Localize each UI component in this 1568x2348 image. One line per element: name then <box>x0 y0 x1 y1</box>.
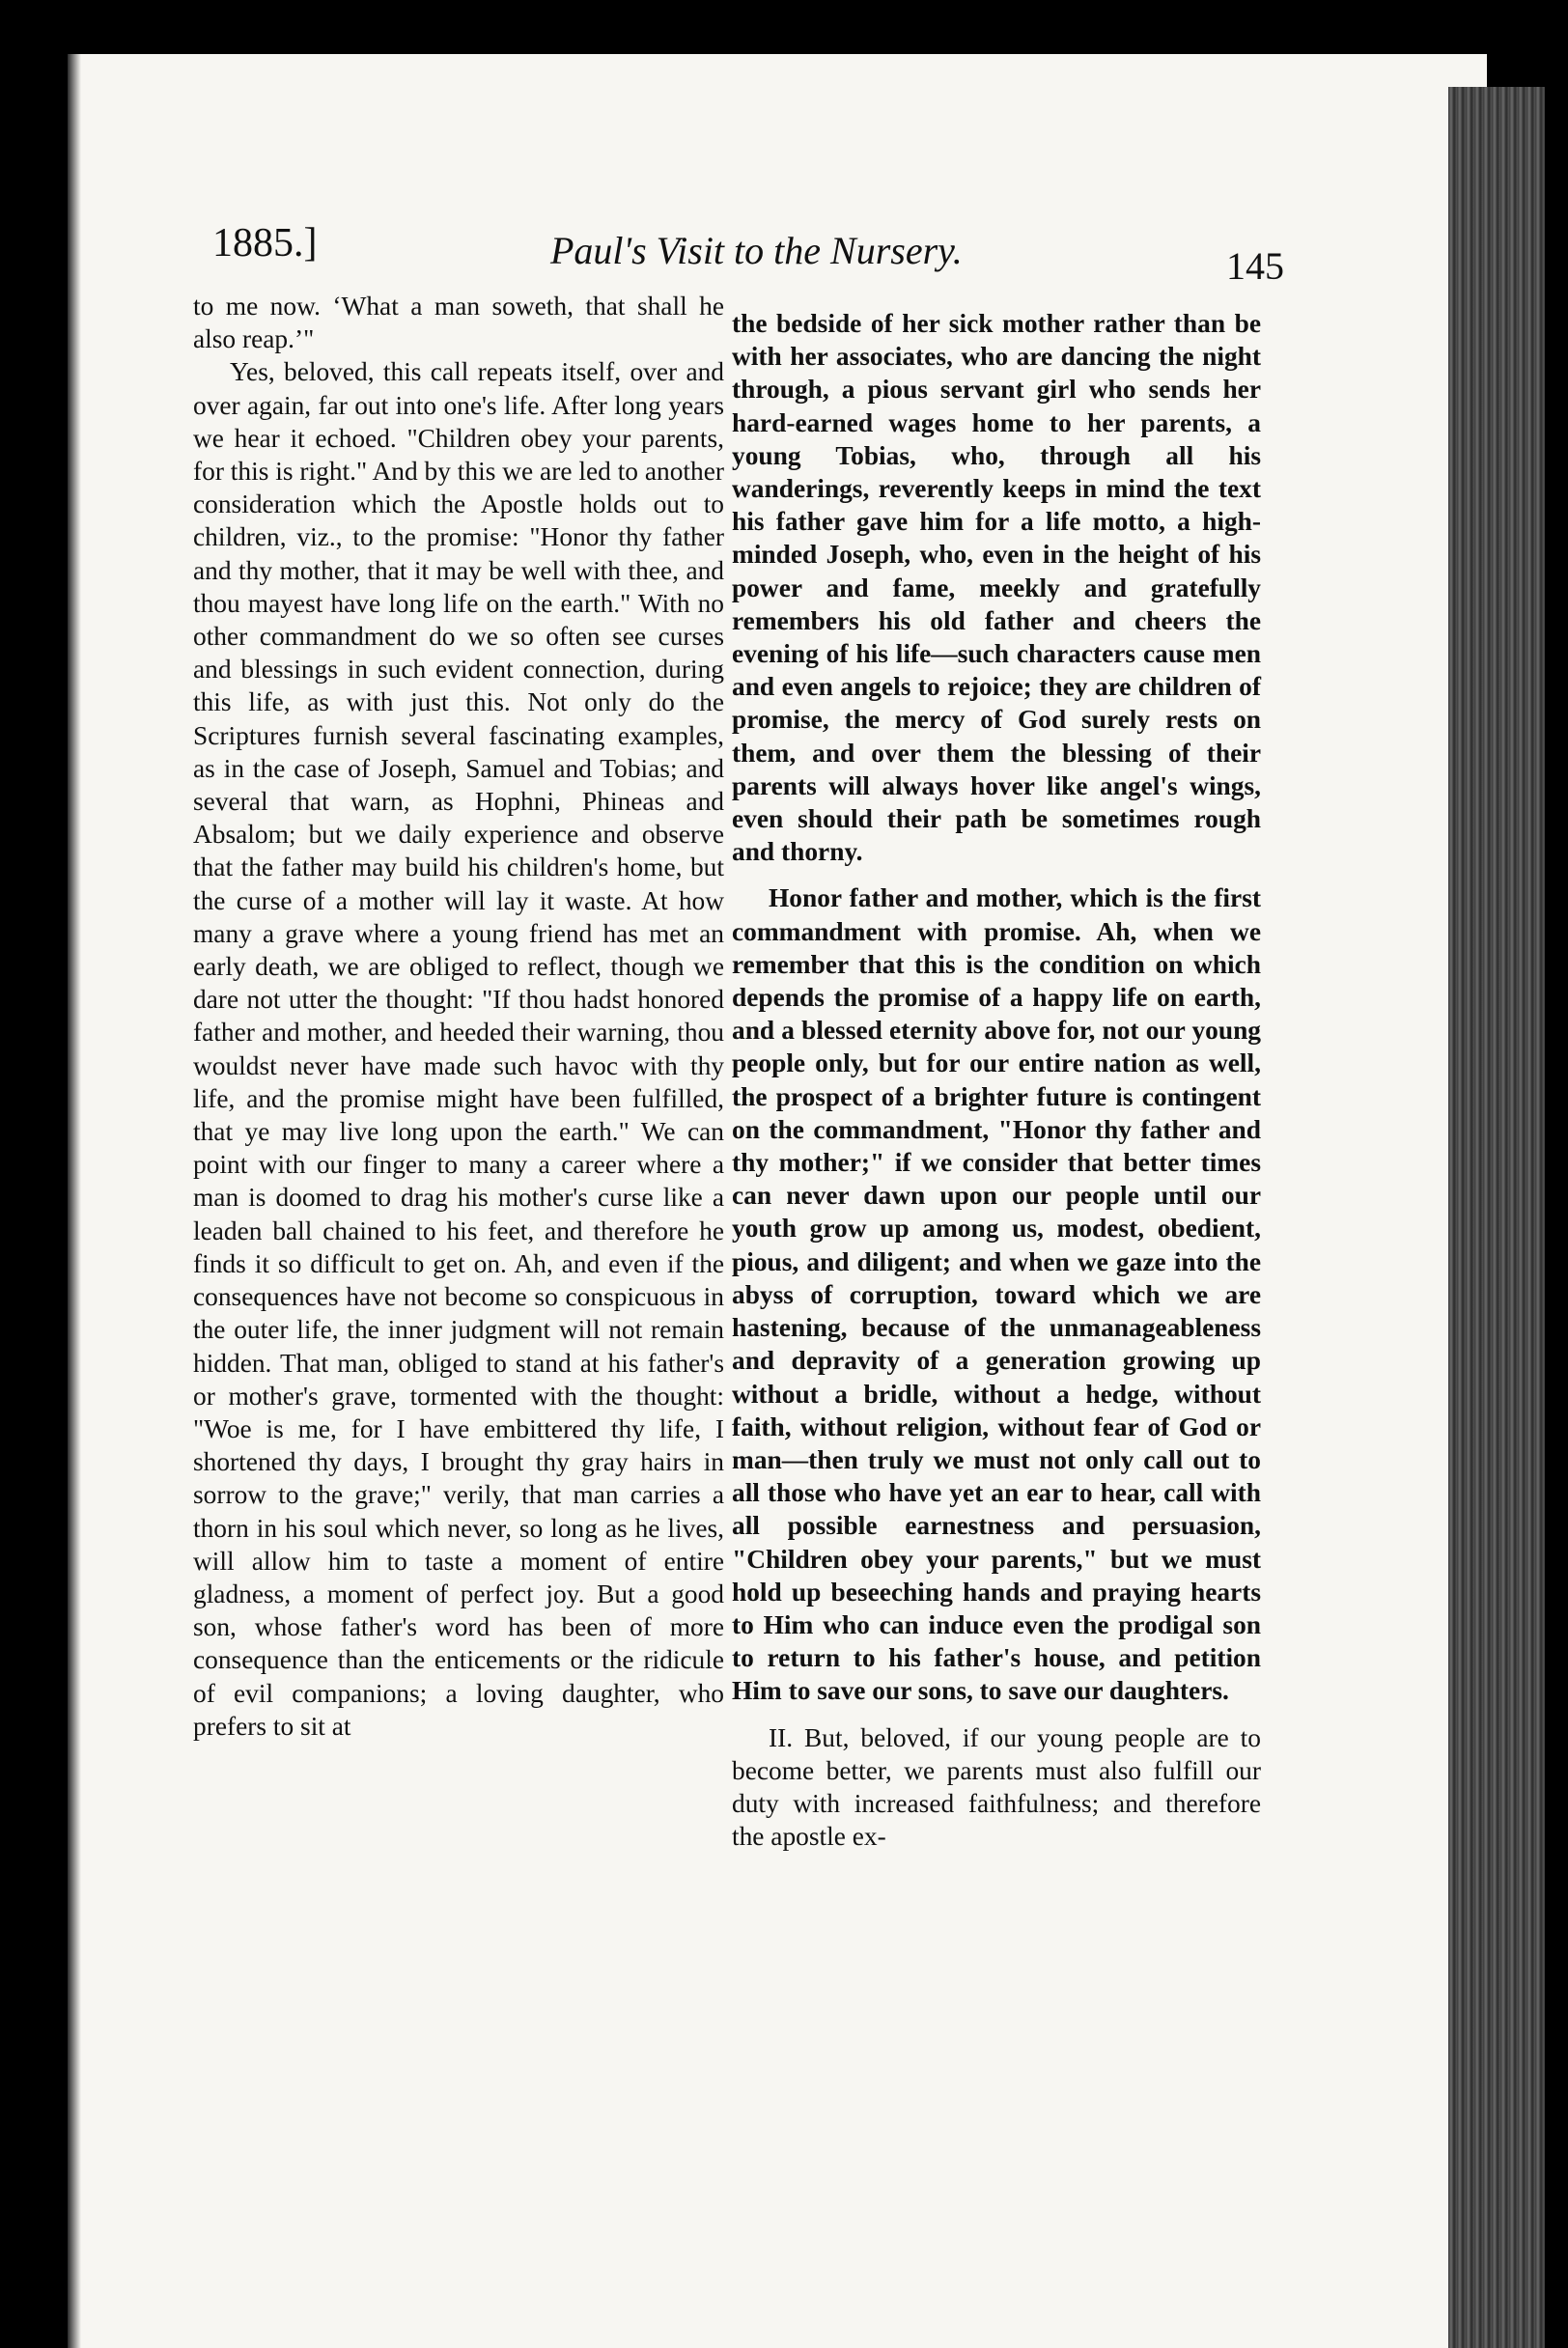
paragraph-continuation: the bedside of her sick mother rather than be with her associates, who are dancing the night through, a pious servant girl who sends her hard-earned wages home to her parents, a young Tobias, who, through all his wanderings, reverently keeps in mind the text his father gave him for a life motto, a high-minded Joseph, who, even in the height of his power and fame, meekly and gratefully remembers his old father and cheers the evening of his life—such characters cause men and even angels to rejoice; they are children of promise, the mercy of God surely rests on them, and over them the blessing of their parents will always hover like angel's wings, even should their path be sometimes rough and thorny. <box>732 309 1261 867</box>
left-column <box>193 290 724 1743</box>
running-header <box>212 214 1284 288</box>
paragraph-section-ii: II. But, beloved, if our young people are to become better, we parents must also fulfill our duty with increased faithfulness; and therefore the apostle ex- <box>732 1722 1261 1852</box>
paragraph-continuation: to me now. ‘What a man soweth, that shall he also reap.’" <box>193 292 724 354</box>
paragraph: Yes, beloved, this call repeats itself, over and over again, far out into one's life. After long years we hear it echoed. "Children obey your parents, for this is right." And by this we are led to another consideration which the Apostle holds out to children, viz., to the promise: "Honor thy father and thy mother, that it may be well with thee, and thou mayest have long life on the earth." With no other commandment do we so often see curses and blessings in such evident connection, during this life, as with just this. Not only do the Scriptures furnish several fascinating examples, as in the case of Joseph, Samuel and Tobias; and several that warn, as Hophni, Phineas and Absalom; but we daily experience and observe that the father may build his children's home, but the curse of a mother will lay it waste. At how many a grave where a young friend has met an early death, we are obliged to reflect, though we dare not utter the thought: "If thou hadst honored father and mother, and heeded their warning, thou wouldst never have made such havoc with thy life, and the promise might have been fulfilled, that ye may live long upon the earth." We can point with our finger to many a career where a man is doomed to drag his mother's curse like a leaden ball chained to his feet, and therefore he finds it so difficult to get on. Ah, and even if the consequences have not become so conspicuous in the outer life, the inner judgment will not remain hidden. That man, obliged to stand at his father's or mother's grave, tormented with the thought: "Woe is me, for I have embittered thy life, I shortened thy days, I brought thy gray hairs in sorrow to the grave;" verily, that man carries a thorn in his soul which never, so long as he lives, will allow him to taste a moment of entire gladness, a moment of perfect joy. But a good son, whose father's word has been of more consequence than the enticements or the ridicule of evil companions; a loving daughter, who prefers to sit at <box>193 357 724 1741</box>
paragraph: Honor father and mother, which is the first commandment with promise. Ah, when we remember that this is the condition on which depends the promise of a happy life on earth, and a blessed eternity above for, not our young people only, but for our entire nation as well, the prospect of a brighter future is contingent on the commandment, "Honor thy father and thy mother;" if we consider that better times can never dawn upon our people until our youth grow up among us, modest, obedient, pious, and diligent; and when we gaze into the abyss of corruption, toward which we are hastening, because of the unmanageableness and depravity of a generation growing up without a bridle, without a hedge, without faith, without religion, without fear of God or man—then truly we must not only call out to all those who have yet an ear to hear, call with all possible earnestness and persuasion, "Children obey your parents," but we must hold up beseeching hands and praying hearts to Him who can induce even the prodigal son to return to his father's house, and petition Him to save our sons, to save our daughters. <box>732 883 1261 1706</box>
page-gutter-shadow <box>68 54 81 2348</box>
book-page-edges <box>1448 87 1545 2348</box>
header-year: 1885.] <box>212 221 318 266</box>
page-number: 145 <box>1226 244 1284 288</box>
header-title: Paul's Visit to the Nursery. <box>550 229 963 272</box>
right-column <box>732 307 1261 1853</box>
